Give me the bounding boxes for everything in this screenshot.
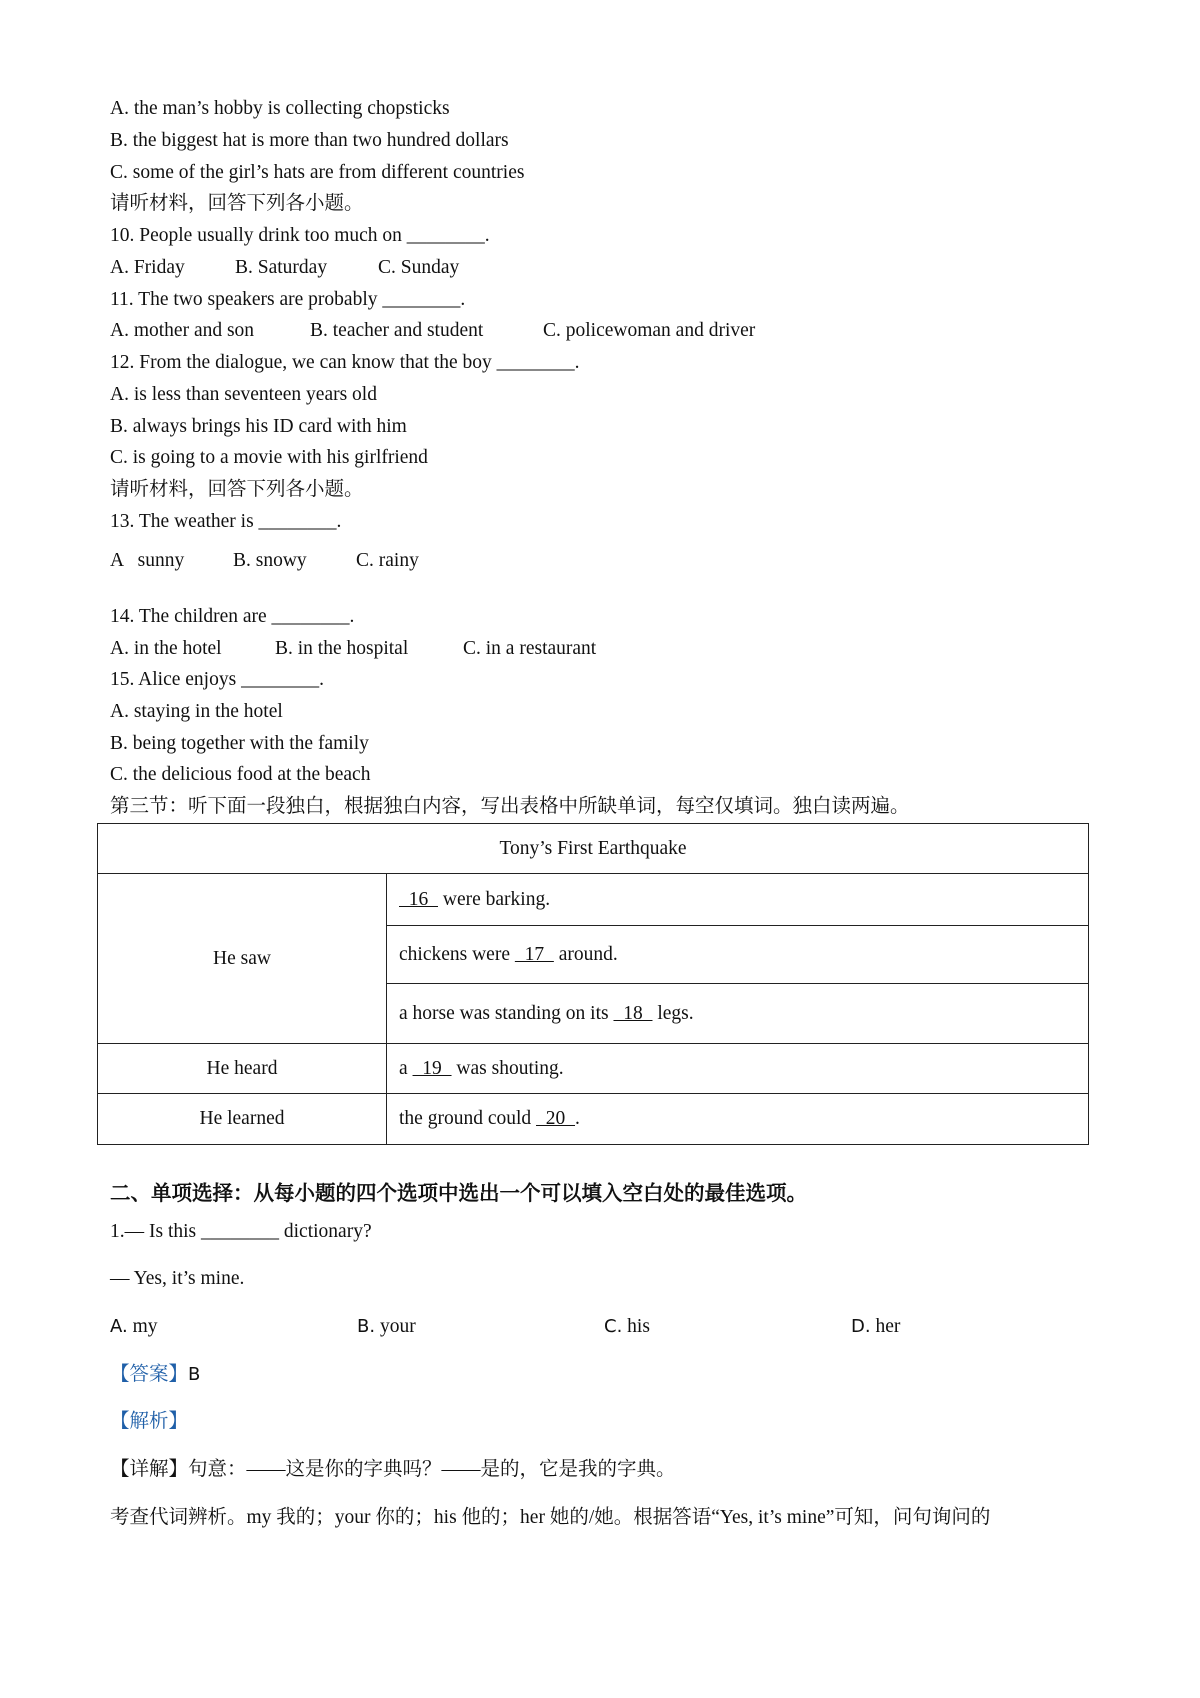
- blank-18[interactable]: 18: [613, 1002, 653, 1024]
- q10-stem: 10. People usually drink too much on ________.: [110, 225, 490, 246]
- table-row: chickens were 17 around.: [387, 926, 1089, 984]
- blank-20[interactable]: 20: [536, 1108, 576, 1129]
- q10-option-a: A. Friday: [110, 257, 185, 278]
- q10-option-c: C. Sunday: [378, 257, 460, 278]
- q12-option-a: A. is less than seventeen years old: [110, 384, 377, 405]
- section3-instruction: 第三节：听下面一段独白，根据独白内容，写出表格中所缺单词，每空仅填词。独白读两遍。: [110, 796, 910, 817]
- detail-text: 句意：——这是你的字典吗？——是的，它是我的字典。: [188, 1459, 676, 1480]
- q12-stem: 12. From the dialogue, we can know that the boy ________.: [110, 352, 580, 373]
- listening-instruction: 请听材料，回答下列各小题。: [110, 479, 364, 500]
- explanation-text: 考查代词辨析。my 我的；your 你的；his 他的；her 她的/她。根据答语“Yes, it’s mine”可知，问句询问的: [110, 1507, 991, 1528]
- q15-option-a: A. staying in the hotel: [110, 701, 283, 722]
- mc1-option-c: C. his: [604, 1316, 650, 1337]
- q9-option-a: A. the man’s hobby is collecting chopsticks: [110, 98, 450, 119]
- table-row: a 19 was shouting.: [387, 1044, 1089, 1094]
- q13-option-b: B. snowy: [233, 550, 307, 571]
- q11-option-b: B. teacher and student: [310, 320, 484, 341]
- q14-option-b: B. in the hospital: [275, 638, 409, 659]
- mc1-reply: — Yes, it’s mine.: [110, 1268, 245, 1289]
- he-learned-label: He learned: [98, 1094, 387, 1145]
- earthquake-table: [97, 823, 1089, 1145]
- q15-stem: 15. Alice enjoys ________.: [110, 669, 324, 690]
- blank-19[interactable]: 19: [412, 1057, 452, 1079]
- q13-option-c: C. rainy: [356, 550, 419, 571]
- mc1-stem: 1.— Is this ________ dictionary?: [110, 1221, 372, 1242]
- q15-option-c: C. the delicious food at the beach: [110, 764, 371, 785]
- table-title: Tony’s First Earthquake: [98, 824, 1089, 874]
- q12-option-b: B. always brings his ID card with him: [110, 416, 407, 437]
- mc1-option-b: B. your: [357, 1316, 416, 1337]
- q14-stem: 14. The children are ________.: [110, 606, 355, 627]
- q9-option-c: C. some of the girl’s hats are from different countries: [110, 162, 525, 183]
- q14-option-a: A. in the hotel: [110, 638, 222, 659]
- answer-line: [110, 1362, 200, 1388]
- answer-value: B: [188, 1364, 201, 1385]
- q10-option-b: B. Saturday: [235, 257, 328, 278]
- q13-stem: 13. The weather is ________.: [110, 511, 342, 532]
- blank-16[interactable]: 16: [399, 888, 438, 910]
- q9-option-b: B. the biggest hat is more than two hundred dollars: [110, 130, 509, 151]
- detail-label: 【详解】: [110, 1459, 189, 1480]
- table-row: 16 were barking.: [387, 874, 1089, 926]
- q14-option-c: C. in a restaurant: [463, 638, 597, 659]
- blank-17[interactable]: 17: [514, 943, 554, 965]
- answer-label: 【答案】: [110, 1364, 189, 1385]
- table-row: a horse was standing on its 18 legs.: [387, 984, 1089, 1044]
- part2-heading: 二、单项选择：从每小题的四个选项中选出一个可以填入空白处的最佳选项。: [110, 1181, 807, 1205]
- mc1-option-a: A. my: [110, 1316, 158, 1337]
- q11-stem: 11. The two speakers are probably ________.: [110, 289, 466, 310]
- detail-line: [110, 1457, 676, 1483]
- q12-option-c: C. is going to a movie with his girlfriend: [110, 447, 428, 468]
- mc1-option-d: D. her: [851, 1316, 901, 1337]
- q13-option-a: A sunny: [110, 550, 185, 571]
- q15-option-b: B. being together with the family: [110, 733, 369, 754]
- analysis-label: 【解析】: [110, 1411, 189, 1432]
- he-heard-label: He heard: [98, 1044, 387, 1094]
- listening-instruction: 请听材料，回答下列各小题。: [110, 193, 364, 214]
- q11-option-c: C. policewoman and driver: [543, 320, 756, 341]
- he-saw-label: He saw: [98, 874, 387, 1044]
- table-row: the ground could 20 .: [387, 1094, 1089, 1145]
- q11-option-a: A. mother and son: [110, 320, 255, 341]
